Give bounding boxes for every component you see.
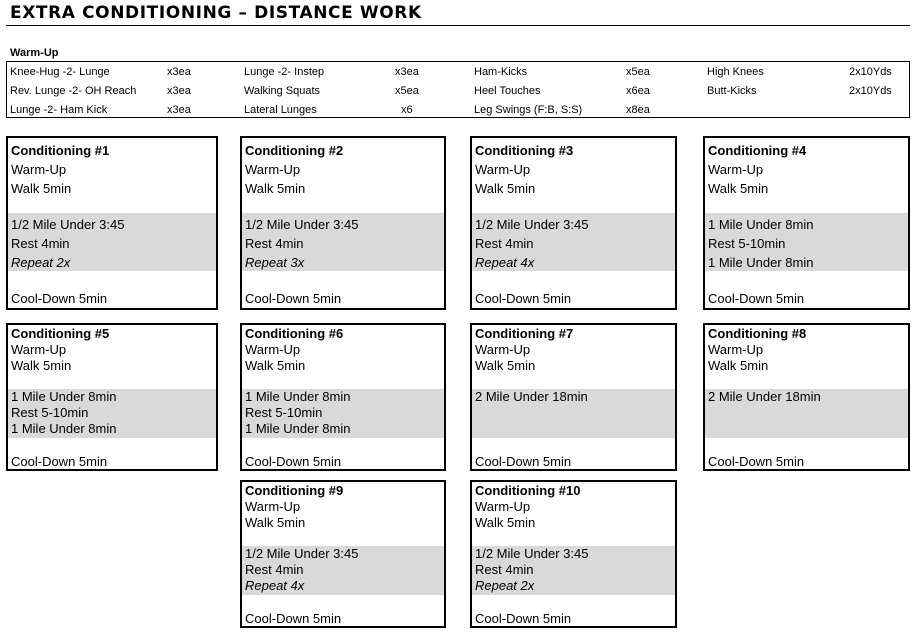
card-workout-line: 1 Mile Under 8min [11,389,117,404]
card-workout-line: 2 Mile Under 18min [475,389,588,404]
warmup-reps: x3ea [167,66,191,78]
card-title: Conditioning #10 [475,483,581,498]
warmup-reps: x8ea [626,104,650,116]
card-warmup-line: Walk 5min [475,358,536,373]
conditioning-card [470,480,677,628]
card-workout-line: 1 Mile Under 8min [11,421,117,436]
card-warmup-line: Walk 5min [708,358,769,373]
warmup-reps: x3ea [167,104,191,116]
warmup-reps: x3ea [167,85,191,97]
card-title: Conditioning #9 [245,483,344,498]
card-workout-line: 1 Mile Under 8min [708,255,814,270]
page-title: EXTRA CONDITIONING – DISTANCE WORK [10,3,422,23]
warmup-exercise: Lunge -2- Instep [244,66,325,78]
card-cooldown: Cool-Down 5min [11,454,108,469]
warmup-exercise: Rev. Lunge -2- OH Reach [10,85,137,97]
warmup-reps: x6ea [626,85,650,97]
warmup-exercise: Leg Swings (F:B, S:S) [474,104,583,116]
card-workout-line: Repeat 2x [11,255,71,270]
card-workout-line: 1/2 Mile Under 3:45 [11,217,125,232]
card-title: Conditioning #2 [245,143,344,158]
card-warmup-line: Warm-Up [11,342,67,357]
warmup-exercise: Knee-Hug -2- Lunge [10,66,110,78]
warmup-reps: 2x10Yds [849,85,892,97]
card-warmup-line: Warm-Up [475,162,531,177]
card-warmup-line: Walk 5min [245,515,306,530]
card-cooldown: Cool-Down 5min [245,454,342,469]
card-title: Conditioning #1 [11,143,110,158]
card-warmup-line: Walk 5min [708,181,769,196]
card-workout-line: Rest 4min [11,236,70,251]
conditioning-card [703,323,910,471]
card-warmup-line: Warm-Up [475,342,531,357]
warmup-reps: x5ea [626,66,650,78]
warmup-exercise: Heel Touches [474,85,541,97]
warmup-exercise: Lunge -2- Ham Kick [10,104,108,116]
card-cooldown: Cool-Down 5min [708,454,805,469]
card-cooldown: Cool-Down 5min [475,454,572,469]
card-warmup-line: Warm-Up [245,162,301,177]
card-cooldown: Cool-Down 5min [245,611,342,626]
card-workout-line: Repeat 4x [475,255,535,270]
conditioning-card [6,323,218,471]
card-workout-line: Repeat 4x [245,578,305,593]
card-warmup-line: Warm-Up [475,499,531,514]
card-cooldown: Cool-Down 5min [708,291,805,306]
card-workout-line: 2 Mile Under 18min [708,389,821,404]
conditioning-card [240,323,446,471]
card-warmup-line: Warm-Up [11,162,67,177]
card-warmup-line: Walk 5min [11,358,72,373]
card-warmup-line: Warm-Up [245,342,301,357]
card-workout-line: 1/2 Mile Under 3:45 [245,546,359,561]
card-workout-line: Repeat 2x [475,578,535,593]
card-workout-line: Rest 4min [245,236,304,251]
warmup-exercise: Walking Squats [244,85,321,97]
card-workout-line: Rest 5-10min [708,236,786,251]
conditioning-card [240,480,446,628]
card-workout-line: Rest 4min [475,236,534,251]
card-workout-line: Repeat 3x [245,255,305,270]
card-workout-line: 1/2 Mile Under 3:45 [245,217,359,232]
card-title: Conditioning #8 [708,326,807,341]
card-title: Conditioning #3 [475,143,574,158]
card-workout-line: Rest 5-10min [11,405,89,420]
card-workout-line: 1 Mile Under 8min [708,217,814,232]
warmup-reps: x3ea [395,66,419,78]
title-underline [6,25,910,26]
card-workout-line: Rest 4min [475,562,534,577]
conditioning-card [6,136,218,310]
warmup-reps: x6 [401,104,413,116]
card-cooldown: Cool-Down 5min [475,291,572,306]
warmup-exercise: Lateral Lunges [244,104,317,116]
card-cooldown: Cool-Down 5min [475,611,572,626]
card-warmup-line: Walk 5min [475,181,536,196]
warmup-label: Warm-Up [10,47,59,59]
card-warmup-line: Walk 5min [245,358,306,373]
warmup-exercise: Ham-Kicks [474,66,528,78]
card-workout-line: 1/2 Mile Under 3:45 [475,217,589,232]
card-warmup-line: Walk 5min [475,515,536,530]
warmup-reps: x5ea [395,85,419,97]
warmup-table [6,61,910,118]
card-title: Conditioning #5 [11,326,110,341]
conditioning-card [703,136,910,310]
card-title: Conditioning #6 [245,326,344,341]
conditioning-card [240,136,446,310]
card-workout-line: Rest 5-10min [245,405,323,420]
card-warmup-line: Warm-Up [245,499,301,514]
card-title: Conditioning #4 [708,143,807,158]
conditioning-card [470,136,677,310]
conditioning-card [470,323,677,471]
card-cooldown: Cool-Down 5min [245,291,342,306]
warmup-exercise: Butt-Kicks [707,85,757,97]
warmup-exercise: High Knees [707,66,764,78]
card-cooldown: Cool-Down 5min [11,291,108,306]
card-warmup-line: Warm-Up [708,162,764,177]
card-workout-line: 1 Mile Under 8min [245,389,351,404]
warmup-reps: 2x10Yds [849,66,892,78]
card-warmup-line: Walk 5min [11,181,72,196]
card-warmup-line: Warm-Up [708,342,764,357]
card-warmup-line: Walk 5min [245,181,306,196]
card-title: Conditioning #7 [475,326,574,341]
card-workout-line: Rest 4min [245,562,304,577]
card-workout-line: 1/2 Mile Under 3:45 [475,546,589,561]
card-workout-line: 1 Mile Under 8min [245,421,351,436]
